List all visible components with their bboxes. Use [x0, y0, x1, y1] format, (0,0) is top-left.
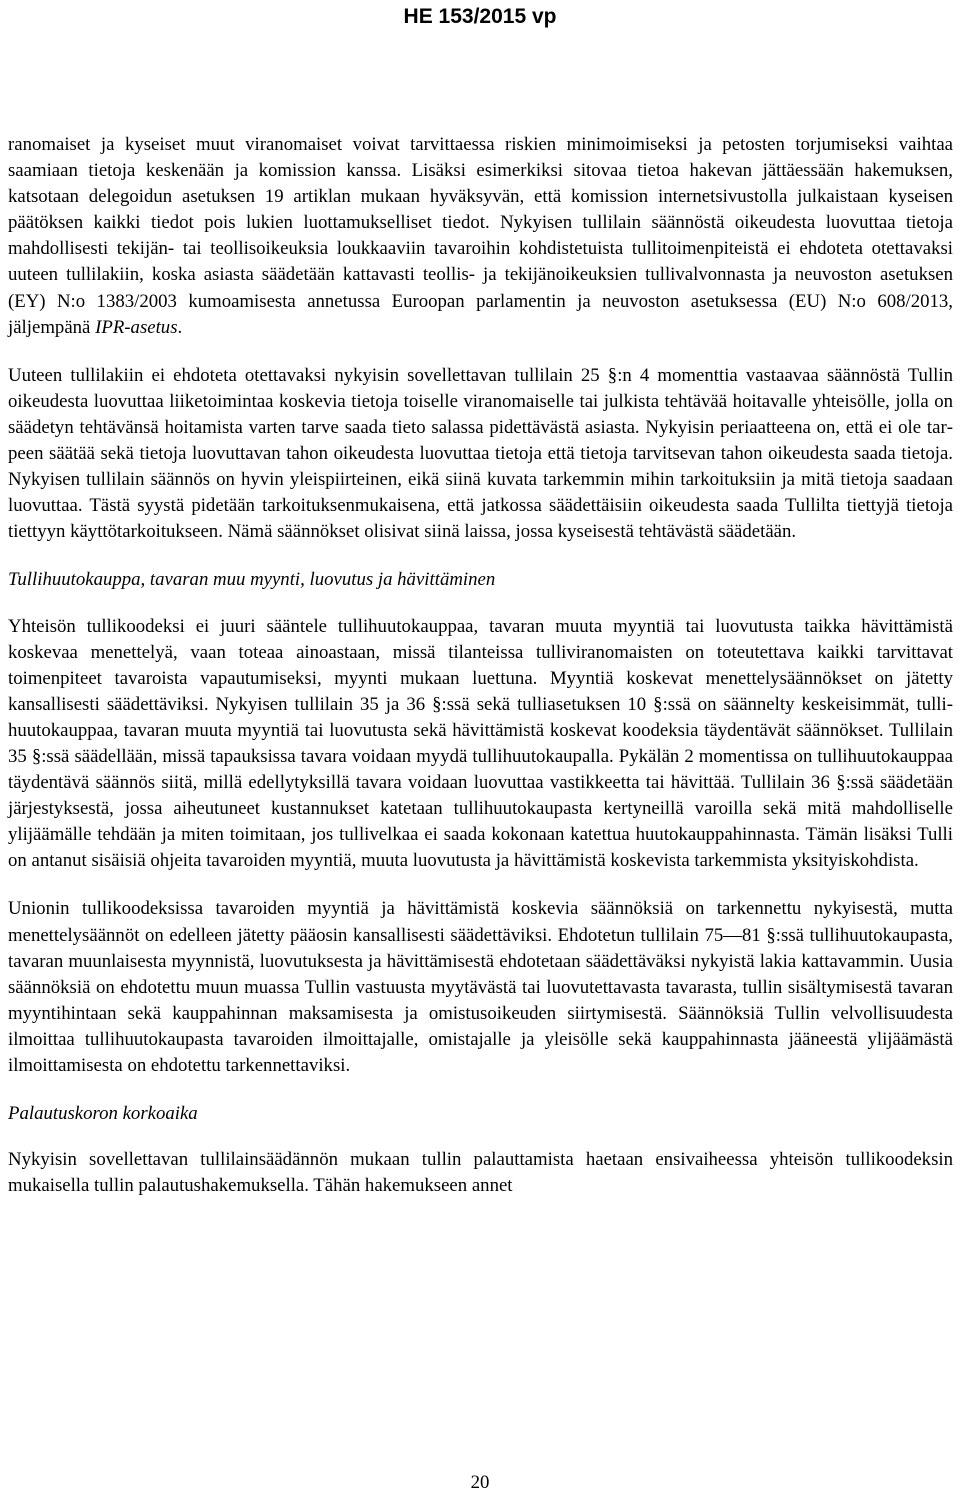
ipr-asetus-term: IPR-asetus — [95, 316, 178, 338]
paragraph-4: Unionin tullikoodeksissa tavaroiden myyntiä ja hävittämistä koskevia säännöksiä on tarkennettu nykyisestä, mutta menettelysäännöt on edelleen jätetty pääosin kansallisesti säädettäviksi. Ehdotetun tullilain 75—81 §:ssä tullihuutokaupasta, tavaran muunlaisesta myynnistä, luovutuksesta ja hävittämisestä ehdotetaan säädettäväksi nykyistä lakia kattavammin. Uusia säännöksiä on ehdotettu muun muassa Tullin vastuusta myytävästä tai luovutettavasta tavarasta, tullin sisältymisestä tavaran myyntihintaan sekä kauppahinnan maksamisesta ja omistusoikeuden siirtymisestä. Säännöksiä Tullin velvollisuudesta ilmoittaa tullihuutokaupasta tavaroiden ilmoittajalle, omistajalle ja yleisölle sekä kauppahinnasta jääneestä ylijäämästä ilmoittamisesta on ehdotettu tarkennettaviksi. — [8, 898, 953, 1076]
paragraph-5: Nykyisin sovellettavan tullilainsäädännön mukaan tullin palauttamista haetaan ensivaiheessa yhteisön tullikoodeksin mukaisella tullin palautushakemuksella. Tähän hakemukseen annet — [8, 1149, 953, 1197]
paragraph-1 — [8, 132, 953, 341]
paragraph-1-text: ranomaiset ja kyseiset muut viranomaiset voivat tarvittaessa riskien minimoimiseksi ja petosten torjumiseksi vaihtaa saamiaan tietoja keskenään ja komission kanssa. Lisäksi esimerkiksi sitovaa tietoa hakevan jättäessään hakemuksen, katsotaan delegoidun asetuksen 19 artiklan mukaan hyväksyvän, että komission internetsivustolla julkaistaan kyseisen päätöksen kaikki tiedot pois lukien luottamukselliset tiedot. Nykyisen tullilain säännöstä oikeudesta luovuttaa tietoja mahdollisesti tekijän- tai teollisoikeuksia loukkaaviin tavaroihin kohdistetuista tullitoimenpiteistä ei ehdoteta otettavaksi uuteen tullilakiin, koska asiasta säädetään kattavasti teollis- ja tekijänoikeuksien tullivalvonnasta ja neuvoston asetuksen (EY) N:o 1383/2003 kumoamisesta annetussa Euroopan parlamentin ja neuvoston asetuksessa (EU) N:o 608/2013, jäljempänä — [8, 134, 953, 338]
subheading-2: Palautuskoron korkoaika — [8, 1103, 198, 1125]
paragraph-3: Yhteisön tullikoodeksi ei juuri sääntele tullihuutokauppaa, tavaran muuta myyntiä tai luovutusta taikka hävittämistä koskevaa menettelyä, vaan toteaa ainoastaan, missä tilanteissa tulliviranomaisten on toteutettava kaikki tarvittavat toimenpiteet tavaroista vapautumiseksi, myynti mukaan luettuna. Myyntiä koskevat menettelysäännökset on jätetty kansallisesti säädettäviksi. Nykyisen tullilain 35 ja 36 §:ssä sekä tulliasetuksen 10 §:ssä on säännelty keskeisimmät, tullihuutokauppaa, tavaran muuta myyntiä tai luovutusta sekä hävittämistä koskevat koodeksia täydentävät säännökset. Tullilain 35 §:ssä säädellään, missä tapauksissa tavara voidaan myydä tullihuutokaupalla. Pykälän 2 momentissa on tullihuutokauppaa täydentävä säännös siitä, millä edellytyksillä tavara voidaan luovuttaa vastikkeetta tai hävittää. Tullilain 36 §:ssä säädetään järjestyksestä, jossa aiheutuneet kustannukset katetaan tullihuutokaupasta kertyneillä varoilla sekä mitä mahdolliselle ylijäämälle tehdään ja miten toimitaan, jos tullivelkaa ei saada kokonaan katettua huutokauppahinnasta. Tämän lisäksi Tulli on antanut sisäisiä ohjeita tavaroiden myyntiä, muuta luovutusta ja hävittämistä koskevista tarkemmista yksityiskohdista. — [8, 615, 953, 872]
page-number: 20 — [470, 1472, 490, 1493]
paragraph-2: Uuteen tullilakiin ei ehdoteta otettavaksi nykyisin sovellettavan tullilain 25 §:n 4 momenttia vastaavaa säännöstä Tullin oikeudesta luovuttaa liiketoimintaa koskevia tietoja toiselle viranomaiselle tai julkista tehtävää hoitavalle yhteisölle, jolla on säädetyn tehtävänsä hoitamista varten tarve saada tieto salassa pidettävästä asiasta. Nykyisin periaatteena on, että ei ole tarpeen säätää sekä tietoja luovuttavan tahon oikeudesta luovuttaa tietoja että tietoja tarvitsevan tahon oikeudesta saada tietoja. Nykyisen tullilain säännös on hyvin yleispiirteinen, eikä siinä kuvata tarkemmin mihin tarkoituksiin ja mitä tietoja saadaan luovuttaa. Tästä syystä pidetään tarkoituksenmukaisena, että jatkossa säädettäisiin oikeudesta saada Tullilta tiettyjä tietoja tiettyyn käyttötarkoitukseen. Nämä säännökset olisivat siinä laissa, jossa kyseisestä tehtävästä säädetään. — [8, 364, 953, 543]
subheading-1: Tullihuutokauppa, tavaran muu myynti, luovutus ja hävittäminen — [8, 569, 496, 591]
document-header: HE 153/2015 vp — [403, 5, 557, 28]
paragraph-1-end: . — [177, 316, 183, 338]
document-body — [8, 132, 953, 1221]
